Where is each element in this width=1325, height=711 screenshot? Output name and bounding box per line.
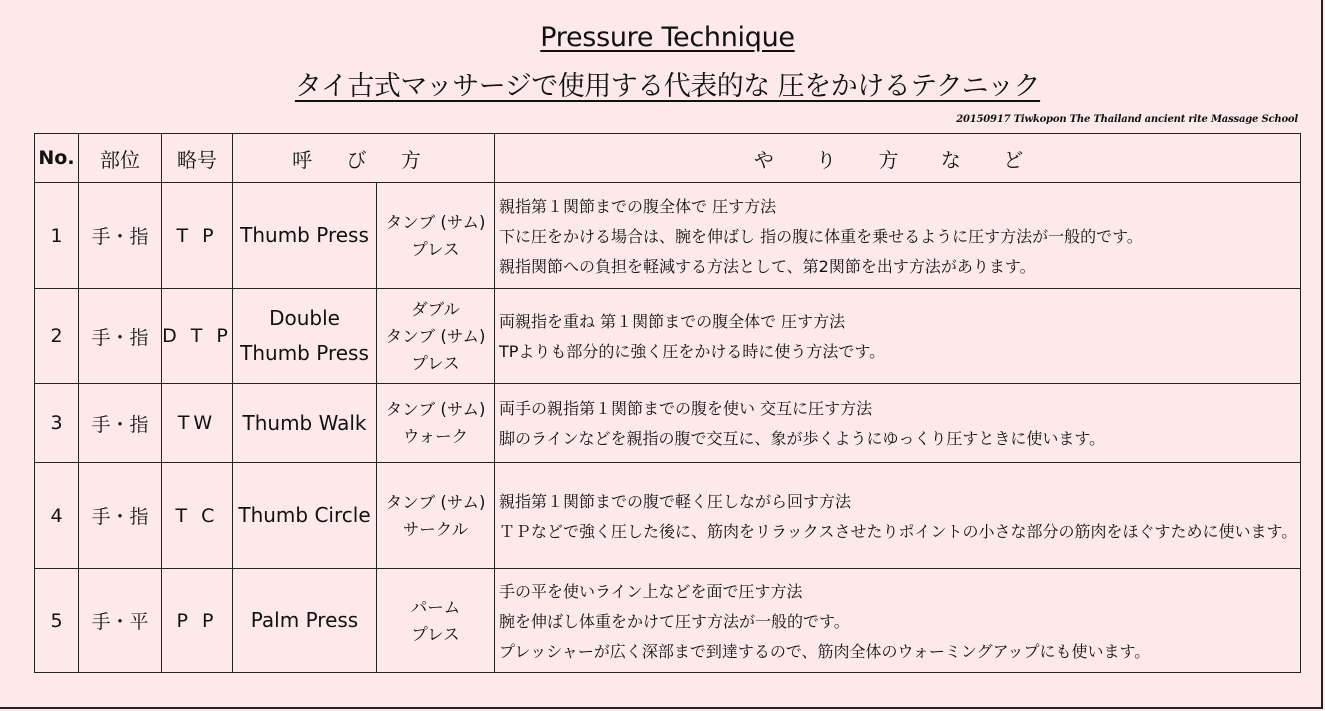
description-line: 脚のラインなどを親指の腹で交互に、象が歩くようにゆっくり圧すときに使います。: [499, 429, 1106, 448]
kana-line: プレス: [411, 239, 460, 259]
kana-line: サークル: [402, 519, 469, 539]
header-row: [35, 134, 1301, 183]
row-description: [495, 569, 1301, 673]
table-row: [35, 289, 1301, 384]
row-kana: [377, 463, 495, 569]
row-description: [495, 463, 1301, 569]
kana-line: タンブ (サム): [385, 326, 486, 346]
row-part: 手・平: [79, 569, 162, 673]
row-abbr: D T P: [162, 289, 233, 384]
kana-line: ダブル: [411, 299, 460, 319]
row-description: [495, 183, 1301, 289]
row-name: Palm Press: [233, 569, 377, 673]
description-line: 親指第１関節までの腹で軽く圧しながら回す方法: [499, 491, 852, 511]
kana-line: パーム: [410, 597, 461, 617]
row-part: 手・指: [79, 183, 162, 289]
row-part: 手・指: [79, 463, 162, 569]
row-kana: [377, 384, 495, 463]
technique-table: [34, 133, 1301, 673]
row-abbr: T C: [162, 463, 233, 569]
description-line: 手の平を使いライン上などを面で圧す方法: [499, 581, 803, 601]
header-no: No.: [35, 134, 79, 183]
description-line: 親指関節への負担を軽減する方法として、第2関節を出す方法があります。: [499, 256, 1036, 276]
header-abbr: 略号: [162, 134, 233, 183]
row-abbr: P P: [162, 569, 233, 673]
row-no: 5: [35, 569, 79, 673]
row-kana: [377, 183, 495, 289]
row-name: Thumb Walk: [233, 384, 377, 463]
description-line: 両手の親指第１関節までの腹を使い 交互に圧す方法: [499, 399, 873, 418]
description-line: 親指第１関節までの腹全体で 圧す方法: [499, 196, 777, 216]
description-line: 下に圧をかける場合は、腕を伸ばし 指の腹に体重を乗せるように圧す方法が一般的です。: [499, 226, 1143, 246]
kana-line: プレス: [411, 353, 460, 373]
description-line: ＴＰなどで強く圧した後に、筋肉をリラックスさせたりポイントの小さな部分の筋肉をほぐすために使います。: [499, 521, 1298, 541]
table-row: [35, 569, 1301, 673]
description-line: TPよりも部分的に強く圧をかける時に使う方法です。: [499, 342, 886, 361]
description-line: 両親指を重ね 第１関節までの腹全体で 圧す方法: [499, 312, 846, 331]
row-name: Thumb Circle: [233, 463, 377, 569]
header-part: 部位: [79, 134, 162, 183]
kana-line: タンブ (サム): [385, 400, 486, 419]
page-title: Pressure Technique: [540, 22, 795, 53]
header-name: 呼 び 方: [233, 134, 495, 183]
row-part: 手・指: [79, 384, 162, 463]
credit-line: 20150917 Tiwkopon The Thailand ancient rite Massage School: [956, 114, 1298, 125]
page-subtitle: タイ古式マッサージで使用する代表的な 圧をかけるテクニック: [294, 71, 1041, 102]
kana-line: タンブ (サム): [385, 212, 486, 232]
row-description: [495, 384, 1301, 463]
row-no: 4: [35, 463, 79, 569]
row-no: 3: [35, 384, 79, 463]
row-part: 手・指: [79, 289, 162, 384]
row-abbr: TW: [162, 384, 233, 463]
kana-line: プレス: [411, 624, 460, 644]
row-abbr: T P: [162, 183, 233, 289]
table-row: [35, 384, 1301, 463]
description-line: 腕を伸ばし体重をかけて圧す方法が一般的です。: [499, 611, 850, 631]
header-method: や り 方 な ど: [495, 134, 1301, 183]
row-kana: [377, 289, 495, 384]
table-row: [35, 463, 1301, 569]
row-name: Thumb Press: [233, 183, 377, 289]
row-name: Double Thumb Press: [233, 289, 377, 384]
description-line: プレッシャーが広く深部まで到達するので、筋肉全体のウォーミングアップにも使います。: [499, 641, 1151, 661]
kana-line: ウォーク: [402, 427, 469, 446]
row-kana: [377, 569, 495, 673]
row-description: [495, 289, 1301, 384]
row-no: 1: [35, 183, 79, 289]
kana-line: タンブ (サム): [385, 492, 486, 512]
row-no: 2: [35, 289, 79, 384]
table-row: [35, 183, 1301, 289]
